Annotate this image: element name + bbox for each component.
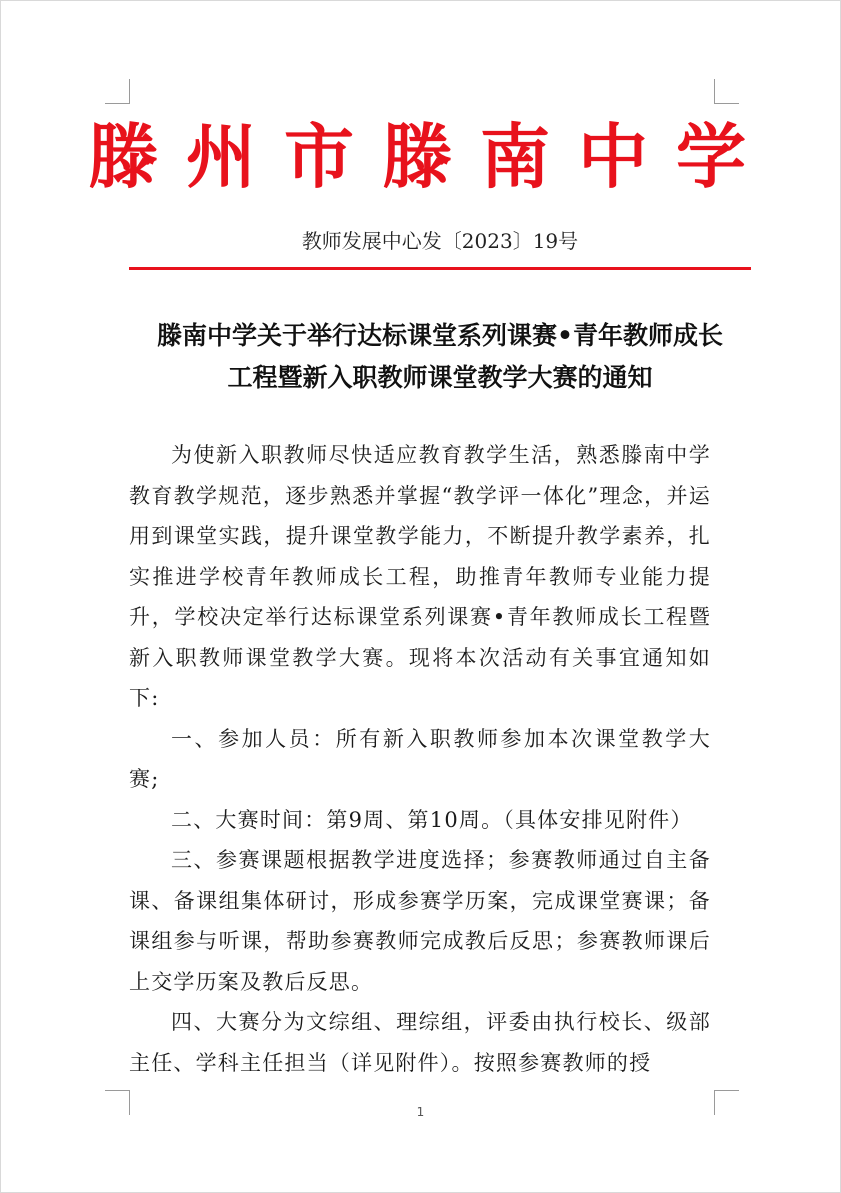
paragraph-schedule: 二、大赛时间：第9周、第10周。（具体安排见附件）: [171, 807, 693, 832]
masthead: [88, 101, 774, 201]
notice-title-line-1: 滕南中学关于举行达标课堂系列课赛•青年教师成长: [157, 321, 723, 350]
notice-body: [129, 435, 711, 1083]
page-number: 1: [416, 1105, 425, 1119]
paragraph-participants: 一、参加人员：所有新入职教师参加本次课堂教学大赛;: [129, 726, 711, 791]
red-divider-rule: [129, 267, 751, 270]
document-number: 教师发展中心发〔2023〕19号: [301, 229, 579, 253]
notice-title: [129, 315, 751, 399]
notice-title-line-2: 工程暨新入职教师课堂教学大赛的通知: [227, 363, 653, 392]
paragraph-topics: 三、参赛课题根据教学进度选择；参赛教师通过自主备课、备课组集体研讨，形成参赛学历案，完成课堂赛课；备课组参与听课，帮助参赛教师完成教后反思；参赛教师课后上交学历案及教后反思。: [129, 848, 711, 994]
masthead-title: 滕州市滕南中学: [88, 114, 774, 198]
paragraph-judging: 四、大赛分为文综组、理综组，评委由执行校长、级部主任、学科主任担当（详见附件）。按照参赛教师的授: [129, 1010, 711, 1075]
paragraph-intro: 为使新入职教师尽快适应教育教学生活，熟悉滕南中学教育教学规范，逐步熟悉并掌握“教学评一体化”理念，并运用到课堂实践，提升课堂教学能力，不断提升教学素养，扎实推进学校青年教师成长工程，助推青年教师专业能力提升，学校决定举行达标课堂系列课赛•青年教师成长工程暨新入职教师课堂教学大赛。现将本次活动有关事宜通知如下:: [129, 443, 711, 710]
